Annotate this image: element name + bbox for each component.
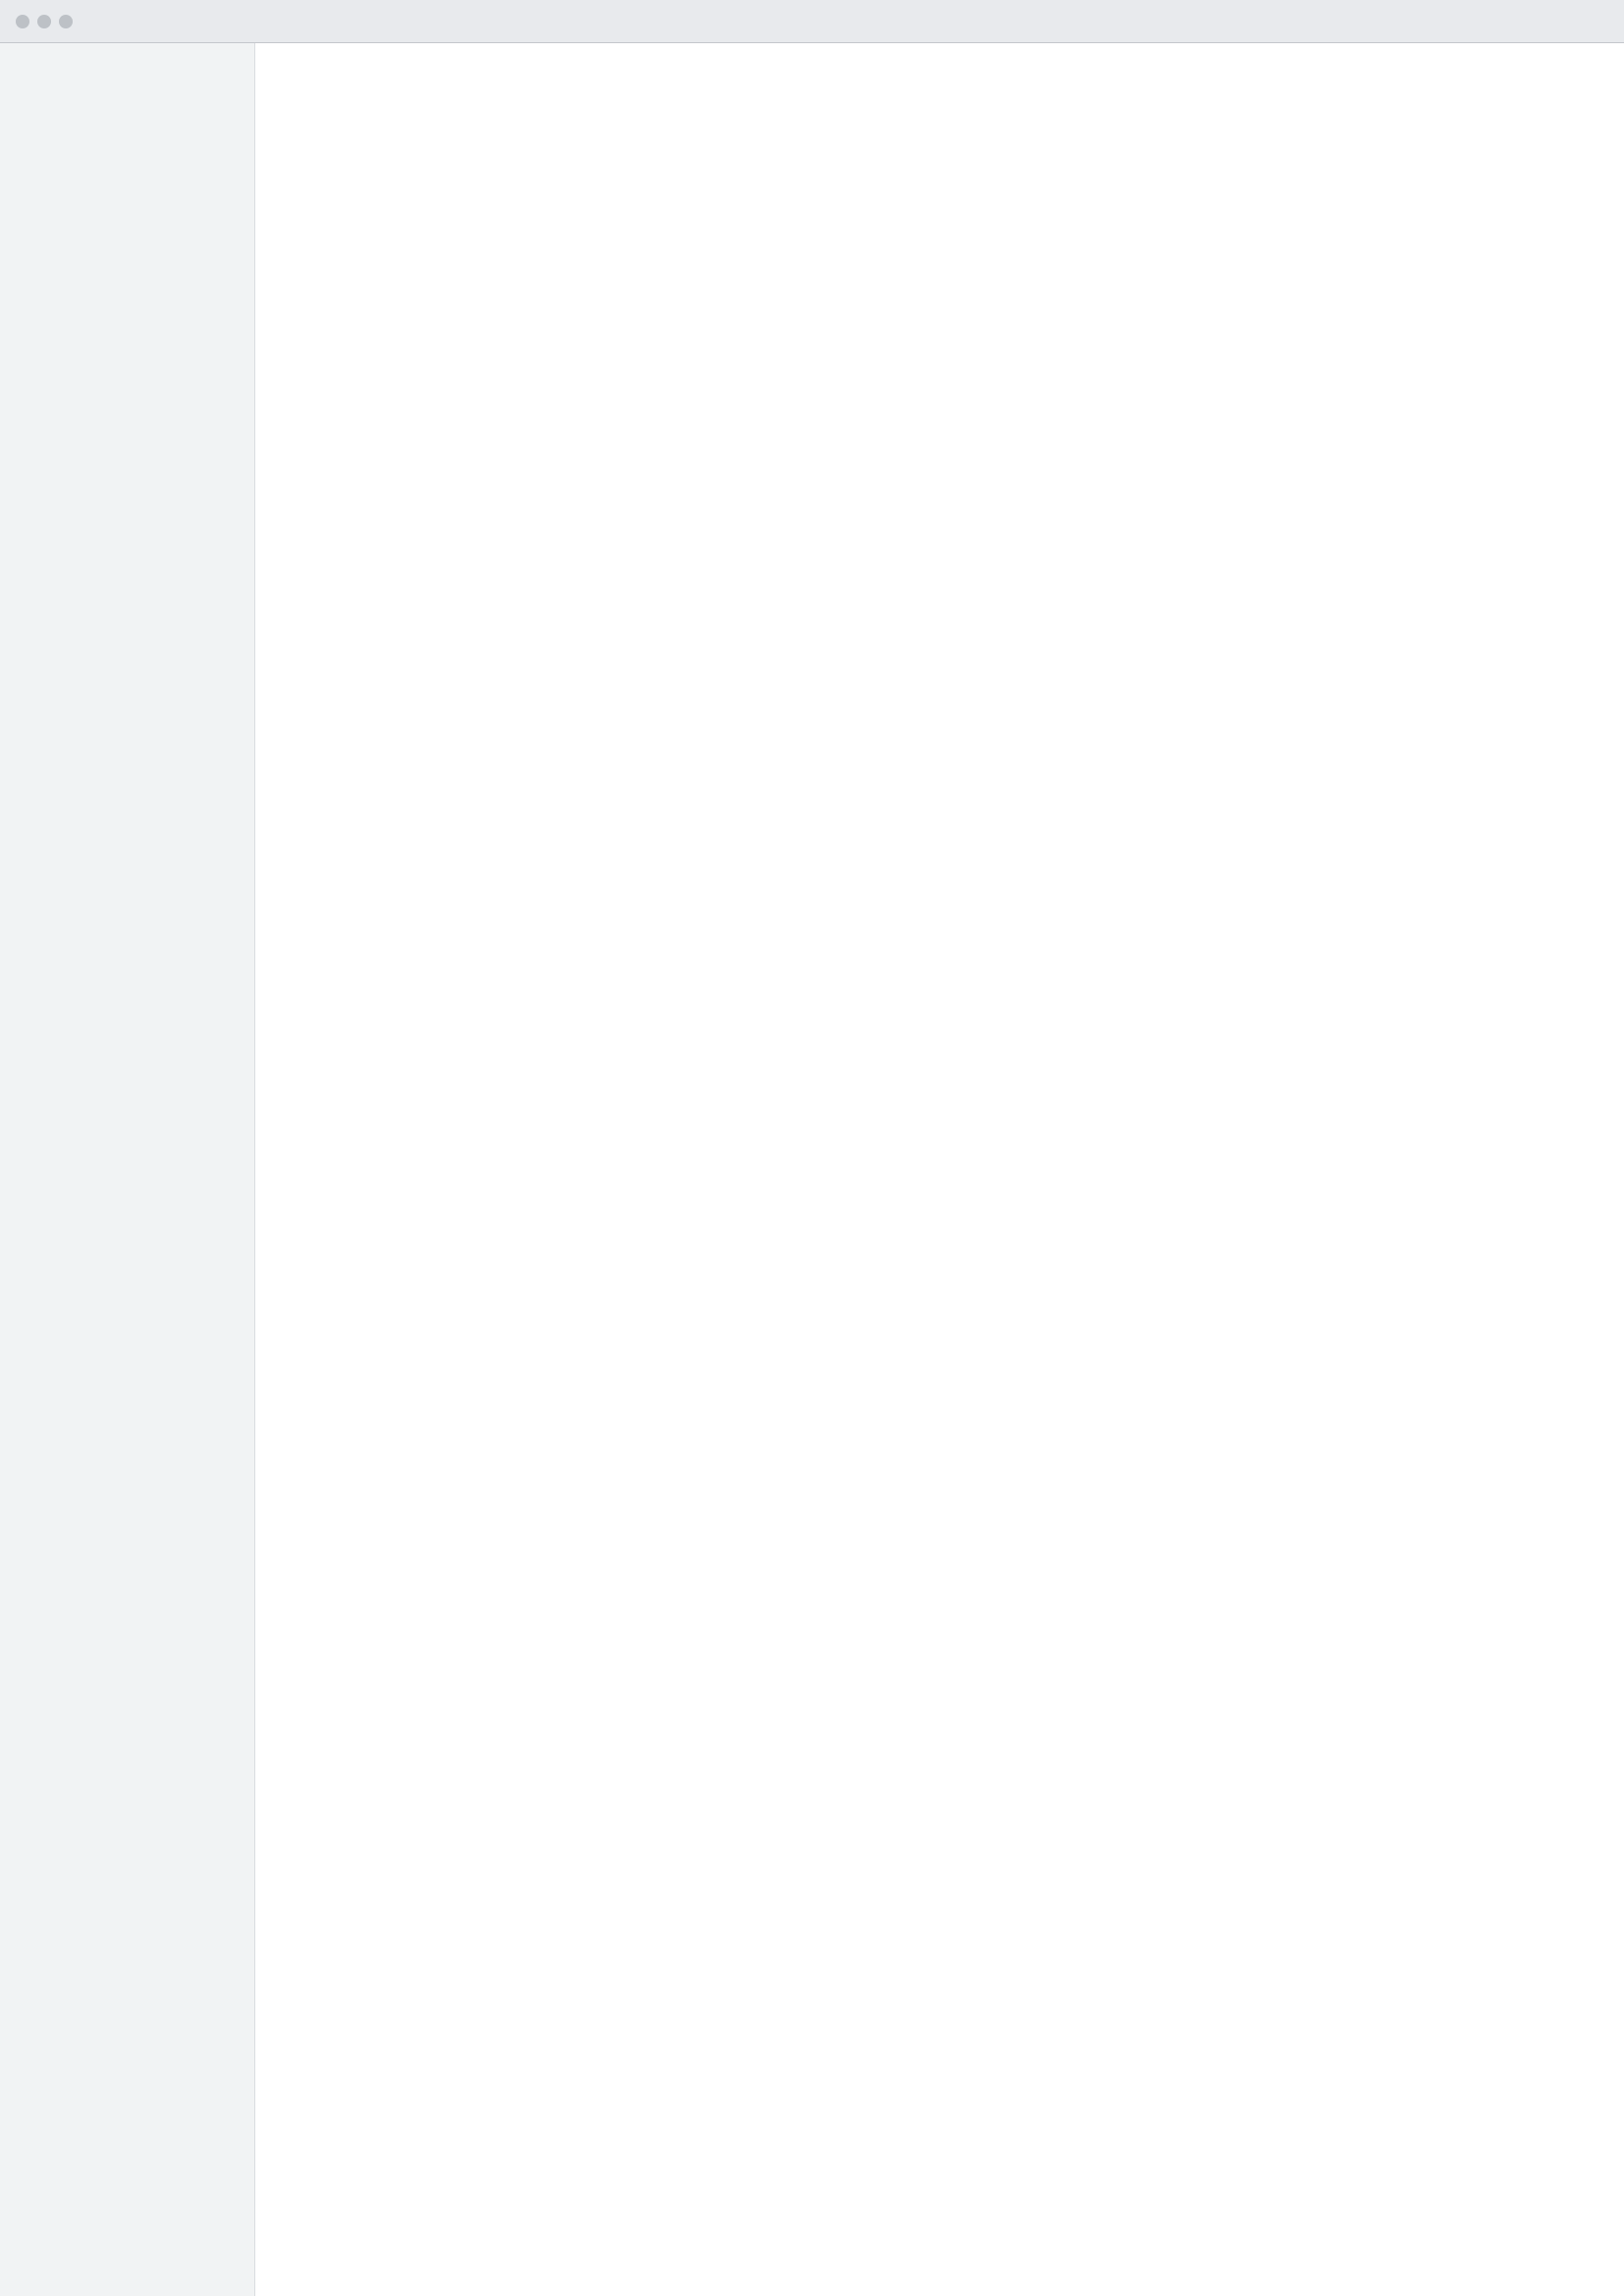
- title-bar: [0, 0, 1624, 43]
- maximize-window-icon[interactable]: [59, 15, 73, 28]
- main-panel: [255, 43, 1624, 2296]
- window-controls: [16, 15, 73, 28]
- minimize-window-icon[interactable]: [37, 15, 51, 28]
- close-window-icon[interactable]: [16, 15, 29, 28]
- sidebar: [0, 43, 255, 2296]
- content-area: [0, 43, 1624, 2296]
